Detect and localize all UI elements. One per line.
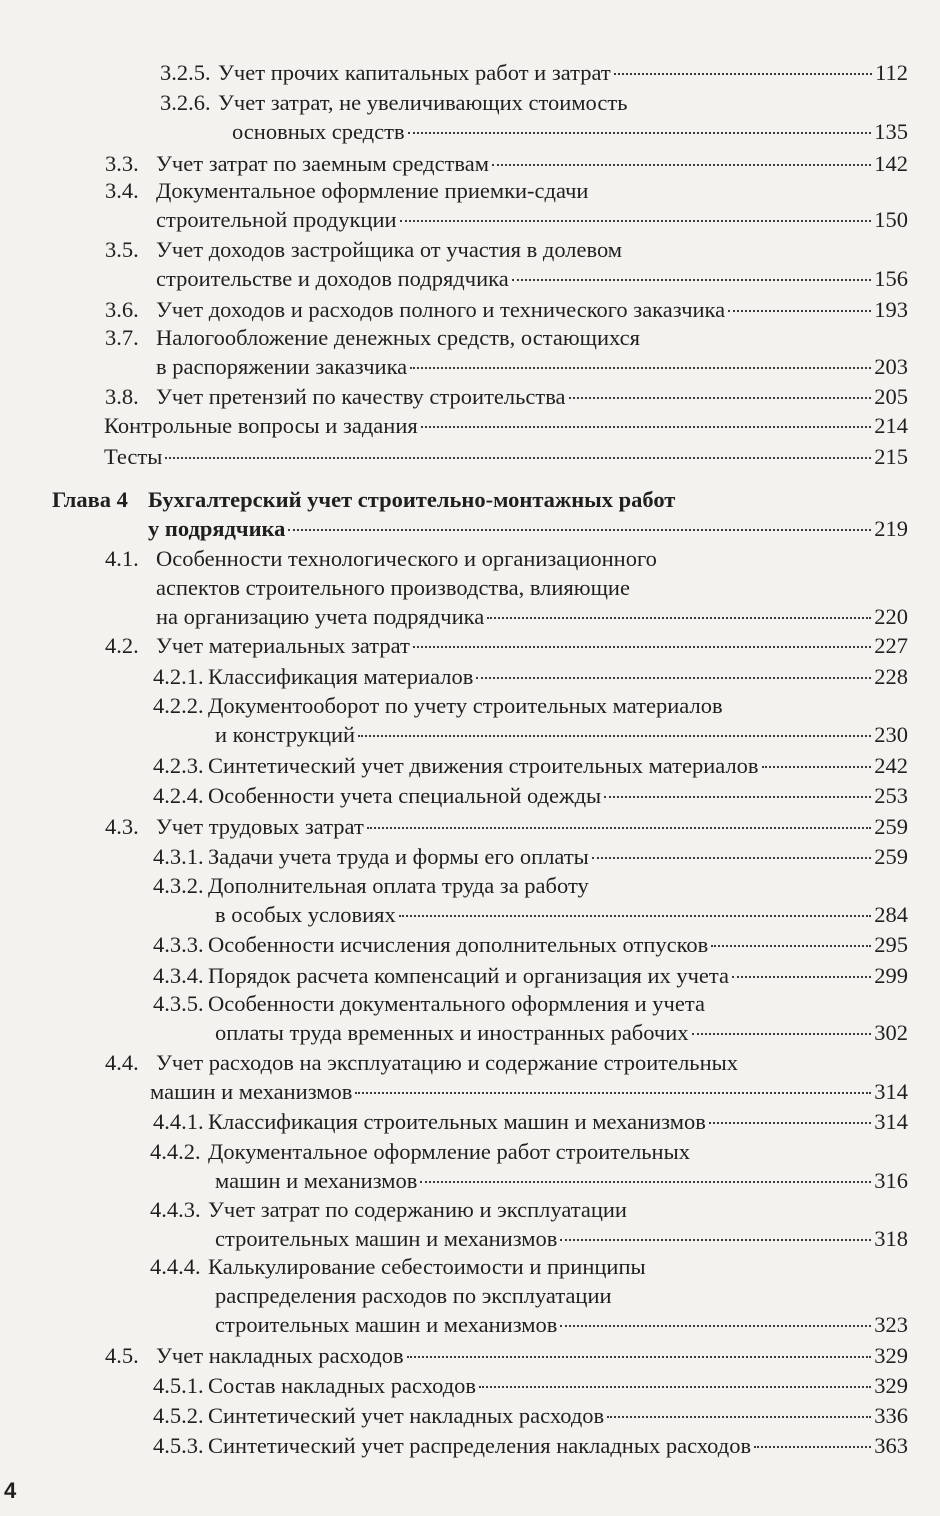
toc-page-number: 302	[874, 1020, 908, 1045]
toc-entry	[0, 632, 940, 661]
dot-leader	[400, 220, 872, 222]
dot-leader	[487, 617, 871, 619]
toc-page-number: 329	[874, 1343, 908, 1368]
toc-page-number: 336	[874, 1403, 908, 1428]
toc-section-number: 4.5.1.	[153, 1373, 204, 1398]
toc-section-number: 4.3.2.	[153, 873, 204, 898]
toc-title-line: Учет доходов и расходов полного и технического заказчика	[156, 297, 726, 322]
toc-entry	[0, 1049, 940, 1107]
toc-section-number: 4.2.4.	[153, 783, 204, 808]
toc-entry	[0, 177, 940, 235]
toc-section-number: 4.4.3.	[150, 1197, 201, 1222]
toc-page-number: 318	[874, 1226, 908, 1251]
toc-section-number: 4.5.3.	[153, 1433, 204, 1458]
toc-page-number: 284	[874, 902, 908, 927]
toc-section-number: 4.4.4.	[150, 1254, 201, 1279]
toc-entry	[0, 990, 940, 1048]
dot-leader	[407, 1356, 872, 1358]
toc-section-number: 4.3.	[105, 814, 139, 839]
toc-title-line: Синтетический учет движения строительных материалов	[208, 753, 759, 778]
dot-leader	[692, 1033, 872, 1035]
dot-leader	[607, 1416, 871, 1418]
dot-leader	[492, 164, 871, 166]
toc-title-line: Документальное оформление приемки-сдачи	[156, 178, 589, 203]
toc-page-number: 242	[874, 753, 908, 778]
dot-leader	[288, 529, 871, 531]
toc-title-line: Тесты	[104, 444, 163, 469]
toc-page-number: 299	[874, 963, 908, 988]
toc-title-line: в распоряжении заказчика	[156, 354, 408, 379]
toc-page-number: 314	[874, 1079, 908, 1104]
toc-title-line: Калькулирование себестоимости и принципы	[208, 1254, 646, 1279]
toc-page-number: 228	[874, 664, 908, 689]
toc-page-number: 316	[874, 1168, 908, 1193]
toc-section-number: 3.8.	[105, 384, 139, 409]
toc-title-line: Учет претензий по качеству строительства	[156, 384, 566, 409]
toc-entry	[0, 545, 940, 632]
toc-page-number: 329	[874, 1373, 908, 1398]
toc-section-number: 3.4.	[105, 178, 139, 203]
toc-entry	[0, 383, 940, 412]
toc-title-line: в особых условиях	[215, 902, 396, 927]
toc-title-line: Классификация материалов	[208, 664, 474, 689]
toc-entry	[0, 843, 940, 872]
dot-leader	[762, 766, 872, 768]
toc-section-number: 4.5.2.	[153, 1403, 204, 1428]
toc-title-line: Бухгалтерский учет строительно-монтажных работ	[148, 487, 676, 512]
toc-section-number: 4.2.1.	[153, 664, 204, 689]
toc-title-line: Дополнительная оплата труда за работу	[208, 873, 589, 898]
toc-entry	[0, 872, 940, 930]
toc-page-number: 215	[874, 444, 908, 469]
toc-page-number: 219	[874, 516, 908, 541]
toc-entry	[0, 412, 940, 441]
toc-section-number: Глава 4	[52, 487, 128, 512]
dot-leader	[512, 279, 872, 281]
dot-leader	[399, 915, 872, 917]
dot-leader	[165, 457, 871, 459]
toc-chapter-entry	[0, 486, 940, 544]
toc-entry	[0, 1253, 940, 1340]
toc-title-line: у подрядчика	[148, 516, 286, 541]
dot-leader	[592, 857, 871, 859]
dot-leader	[355, 1092, 871, 1094]
toc-title-line: аспектов строительного производства, влияющие	[156, 575, 630, 600]
dot-leader	[732, 976, 871, 978]
toc-title-line: Порядок расчета компенсаций и организация их учета	[208, 963, 730, 988]
toc-page-number: 193	[874, 297, 908, 322]
toc-page-number: 220	[874, 604, 908, 629]
toc-page-number: 135	[874, 119, 908, 144]
toc-title-line: основных средств	[232, 119, 405, 144]
toc-entry	[0, 1196, 940, 1254]
toc-section-number: 4.2.3.	[153, 753, 204, 778]
toc-page-number: 259	[874, 814, 908, 839]
toc-section-number: 4.3.3.	[153, 932, 204, 957]
toc-title-line: Учет затрат по заемным средствам	[156, 151, 489, 176]
page-number: 4	[4, 1478, 17, 1503]
toc-title-line: машин и механизмов	[215, 1168, 418, 1193]
dot-leader	[560, 1325, 871, 1327]
toc-title-line: Особенности технологического и организационного	[156, 546, 657, 571]
toc-page-number: 150	[874, 207, 908, 232]
toc-entry	[0, 692, 940, 750]
toc-title-line: строительстве и доходов подрядчика	[156, 266, 509, 291]
toc-title-line: Учет материальных затрат	[156, 633, 410, 658]
toc-entry	[0, 236, 940, 294]
toc-title-line: строительной продукции	[156, 207, 397, 232]
dot-leader	[711, 945, 871, 947]
toc-entry	[0, 324, 940, 382]
toc-entry	[0, 931, 940, 960]
toc-section-number: 3.3.	[105, 151, 139, 176]
toc-title-line: распределения расходов по эксплуатации	[215, 1283, 612, 1308]
toc-title-line: Учет накладных расходов	[156, 1343, 404, 1368]
toc-title-line: Особенности учета специальной одежды	[208, 783, 602, 808]
dot-leader	[421, 426, 872, 428]
toc-section-number: 4.4.2.	[150, 1139, 201, 1164]
toc-entry	[0, 1342, 940, 1371]
toc-page-number: 259	[874, 844, 908, 869]
toc-section-number: 3.2.6.	[160, 90, 211, 115]
toc-section-number: 4.4.	[105, 1050, 139, 1075]
toc-page-number: 314	[874, 1109, 908, 1134]
toc-title-line: на организацию учета подрядчика	[156, 604, 485, 629]
toc-page-number: 142	[874, 151, 908, 176]
toc-title-line: машин и механизмов	[150, 1079, 353, 1104]
dot-leader	[410, 367, 871, 369]
toc-title-line: Контрольные вопросы и задания	[104, 413, 418, 438]
dot-leader	[614, 73, 872, 75]
toc-entry	[0, 1432, 940, 1461]
toc-entry	[0, 752, 940, 781]
toc-entry	[0, 663, 940, 692]
dot-leader	[367, 827, 871, 829]
toc-title-line: Задачи учета труда и формы его оплаты	[208, 844, 589, 869]
toc-entry	[0, 443, 940, 472]
toc-title-line: Учет затрат, не увеличивающих стоимость	[218, 90, 628, 115]
toc-page-number: 323	[874, 1312, 908, 1337]
toc-section-number: 4.2.	[105, 633, 139, 658]
toc-title-line: Учет затрат по содержанию и эксплуатации	[208, 1197, 627, 1222]
toc-entry	[0, 782, 940, 811]
toc-title-line: Документальное оформление работ строительных	[208, 1139, 690, 1164]
toc-section-number: 4.4.1.	[153, 1109, 204, 1134]
dot-leader	[358, 735, 871, 737]
dot-leader	[754, 1446, 871, 1448]
toc-title-line: Синтетический учет накладных расходов	[208, 1403, 605, 1428]
toc-title-line: Особенности исчисления дополнительных отпусков	[208, 932, 709, 957]
toc-entry	[0, 59, 940, 88]
toc-title-line: оплаты труда временных и иностранных рабочих	[215, 1020, 689, 1045]
toc-section-number: 4.3.1.	[153, 844, 204, 869]
toc-title-line: Документооборот по учету строительных материалов	[208, 693, 723, 718]
dot-leader	[413, 646, 871, 648]
toc-page-number: 363	[874, 1433, 908, 1458]
toc-entry	[0, 89, 940, 147]
toc-entry	[0, 813, 940, 842]
dot-leader	[420, 1181, 871, 1183]
toc-title-line: Налогообложение денежных средств, остающихся	[156, 325, 640, 350]
toc-entry	[0, 1402, 940, 1431]
toc-title-line: Особенности документального оформления и учета	[208, 991, 705, 1016]
toc-title-line: Синтетический учет распределения накладных расходов	[208, 1433, 752, 1458]
toc-title-line: Учет трудовых затрат	[156, 814, 364, 839]
toc-page-number: 295	[874, 932, 908, 957]
toc-title-line: строительных машин и механизмов	[215, 1226, 558, 1251]
toc-section-number: 4.2.2.	[153, 693, 204, 718]
dot-leader	[408, 132, 872, 134]
dot-leader	[560, 1239, 871, 1241]
toc-entry	[0, 1138, 940, 1196]
toc-page-number: 230	[874, 722, 908, 747]
toc-page-number: 112	[875, 60, 908, 85]
toc-section-number: 4.3.4.	[153, 963, 204, 988]
toc-section-number: 4.1.	[105, 546, 139, 571]
toc-section-number: 3.2.5.	[160, 60, 211, 85]
toc-section-number: 4.3.5.	[153, 991, 204, 1016]
toc-entry	[0, 296, 940, 325]
toc-page-number: 156	[874, 266, 908, 291]
toc-page-number: 203	[874, 354, 908, 379]
toc-section-number: 3.6.	[105, 297, 139, 322]
toc-entry	[0, 150, 940, 179]
toc-title-line: строительных машин и механизмов	[215, 1312, 558, 1337]
toc-page-number: 205	[874, 384, 908, 409]
toc-entry	[0, 1372, 940, 1401]
toc-title-line: Учет доходов застройщика от участия в долевом	[156, 237, 623, 262]
toc-entry	[0, 1108, 940, 1137]
toc-title-line: Учет расходов на эксплуатацию и содержание строительных	[156, 1050, 738, 1075]
dot-leader	[728, 310, 871, 312]
dot-leader	[476, 677, 871, 679]
toc-page-number: 253	[874, 783, 908, 808]
toc-section-number: 3.5.	[105, 237, 139, 262]
toc-section-number: 3.7.	[105, 325, 139, 350]
dot-leader	[569, 397, 872, 399]
toc-title-line: и конструкций	[215, 722, 356, 747]
dot-leader	[479, 1386, 871, 1388]
toc-title-line: Классификация строительных машин и механизмов	[208, 1109, 706, 1134]
dot-leader	[604, 796, 871, 798]
toc-title-line: Состав накладных расходов	[208, 1373, 477, 1398]
dot-leader	[709, 1122, 871, 1124]
toc-page-number: 227	[874, 633, 908, 658]
toc-title-line: Учет прочих капитальных работ и затрат	[218, 60, 611, 85]
toc-page-number: 214	[874, 413, 908, 438]
toc-section-number: 4.5.	[105, 1343, 139, 1368]
toc-entry	[0, 962, 940, 991]
